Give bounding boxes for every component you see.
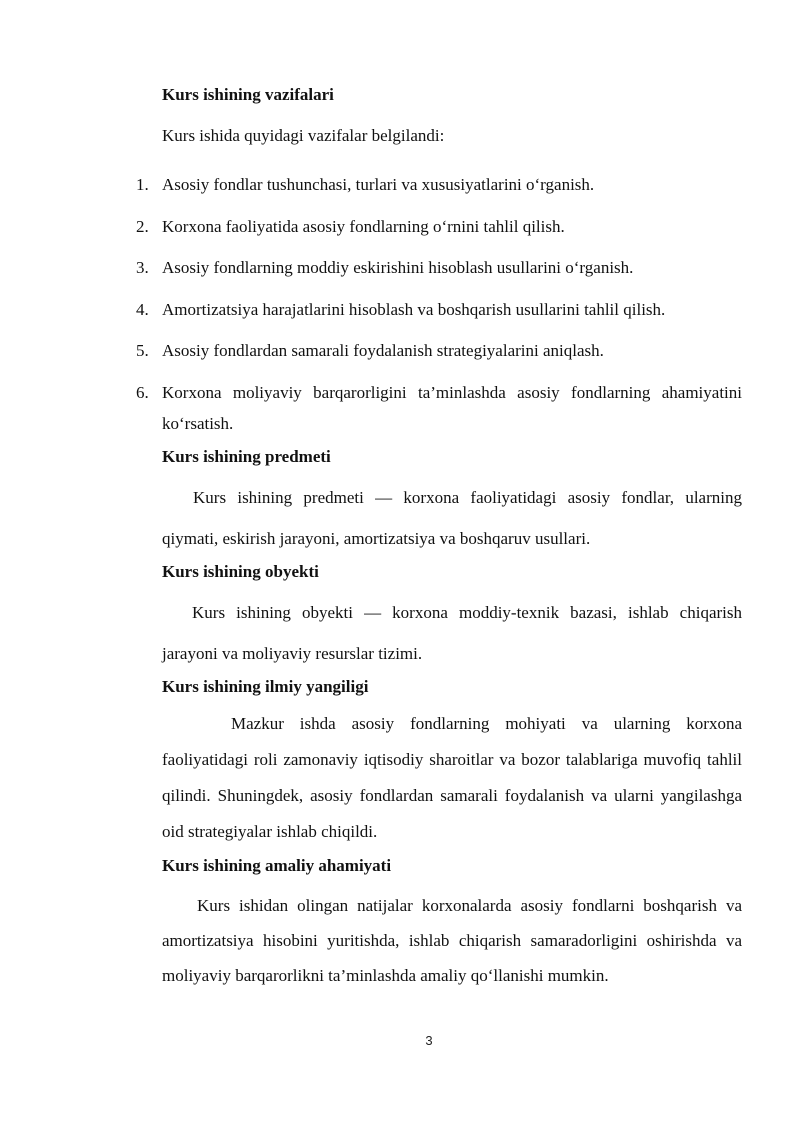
tasks-list (136, 164, 742, 439)
practical-paragraph: Kurs ishidan olingan natijalar korxonalarda asosiy fondlarni boshqarish va amortizatsiya hisobini yuritishda, ishlab chiqarish samaradorligini oshirishda va moliyaviy barqarorlikni ta’minlashda amaliy qo‘llanishi mumkin. (162, 896, 742, 985)
list-item-text: Amortizatsiya harajatlarini hisoblash va boshqarish usullarini tahlil qilish. (162, 299, 666, 319)
section-heading-subject: Kurs ishining predmeti (162, 447, 331, 466)
list-item-number: 2. (136, 216, 149, 236)
novelty-paragraph: Mazkur ishda asosiy fondlarning mohiyati va ularning korxona faoliyatidagi roli zamonaviy iqtisodiy sharoitlar va bozor talablariga muvofiq tahlil qilindi. Shuningdek, asosiy fondlardan samarali foydalanish va ularni yangilashga oid strategiyalar ishlab chiqildi. (162, 714, 742, 841)
list-item-number: 6. (136, 382, 149, 402)
section-heading-practical: Kurs ishining amaliy ahamiyati (162, 856, 392, 875)
list-item-text: Korxona faoliyatida asosiy fondlarning o‘rnini tahlil qilish. (162, 216, 565, 236)
tasks-intro: Kurs ishida quyidagi vazifalar belgilandi: (162, 126, 445, 145)
list-item (136, 372, 742, 439)
list-item-text: Asosiy fondlarning moddiy eskirishini hisoblash usullarini o‘rganish. (162, 258, 634, 277)
object-paragraph: Kurs ishining obyekti — korxona moddiy-texnik bazasi, ishlab chiqarish jarayoni va moliyaviy resurslar tizimi. (162, 603, 742, 663)
list-item (136, 330, 742, 372)
section-heading-novelty: Kurs ishining ilmiy yangiligi (162, 677, 369, 696)
list-item-text: Asosiy fondlardan samarali foydalanish strategiyalarini aniqlash. (162, 341, 604, 360)
list-item-number: 3. (136, 258, 149, 277)
page-number: 3 (425, 1033, 433, 1048)
section-heading-tasks: Kurs ishining vazifalari (162, 85, 334, 104)
list-item-text: Korxona moliyaviy barqarorligini ta’minlashda asosiy fondlarning ahamiyatini ko‘rsatish. (162, 382, 742, 433)
list-item-number: 4. (136, 299, 149, 319)
list-item-number: 1. (136, 175, 149, 194)
list-item (136, 289, 742, 331)
subject-paragraph: Kurs ishining predmeti — korxona faoliyatidagi asosiy fondlar, ularning qiymati, eskirish jarayoni, amortizatsiya va boshqaruv usullari. (162, 488, 742, 548)
section-heading-object: Kurs ishining obyekti (162, 562, 319, 581)
list-item (136, 206, 742, 248)
list-item-number: 5. (136, 341, 149, 360)
list-item-text: Asosiy fondlar tushunchasi, turlari va xususiyatlarini o‘rganish. (162, 175, 595, 194)
list-item (136, 164, 742, 206)
list-item (136, 247, 742, 289)
